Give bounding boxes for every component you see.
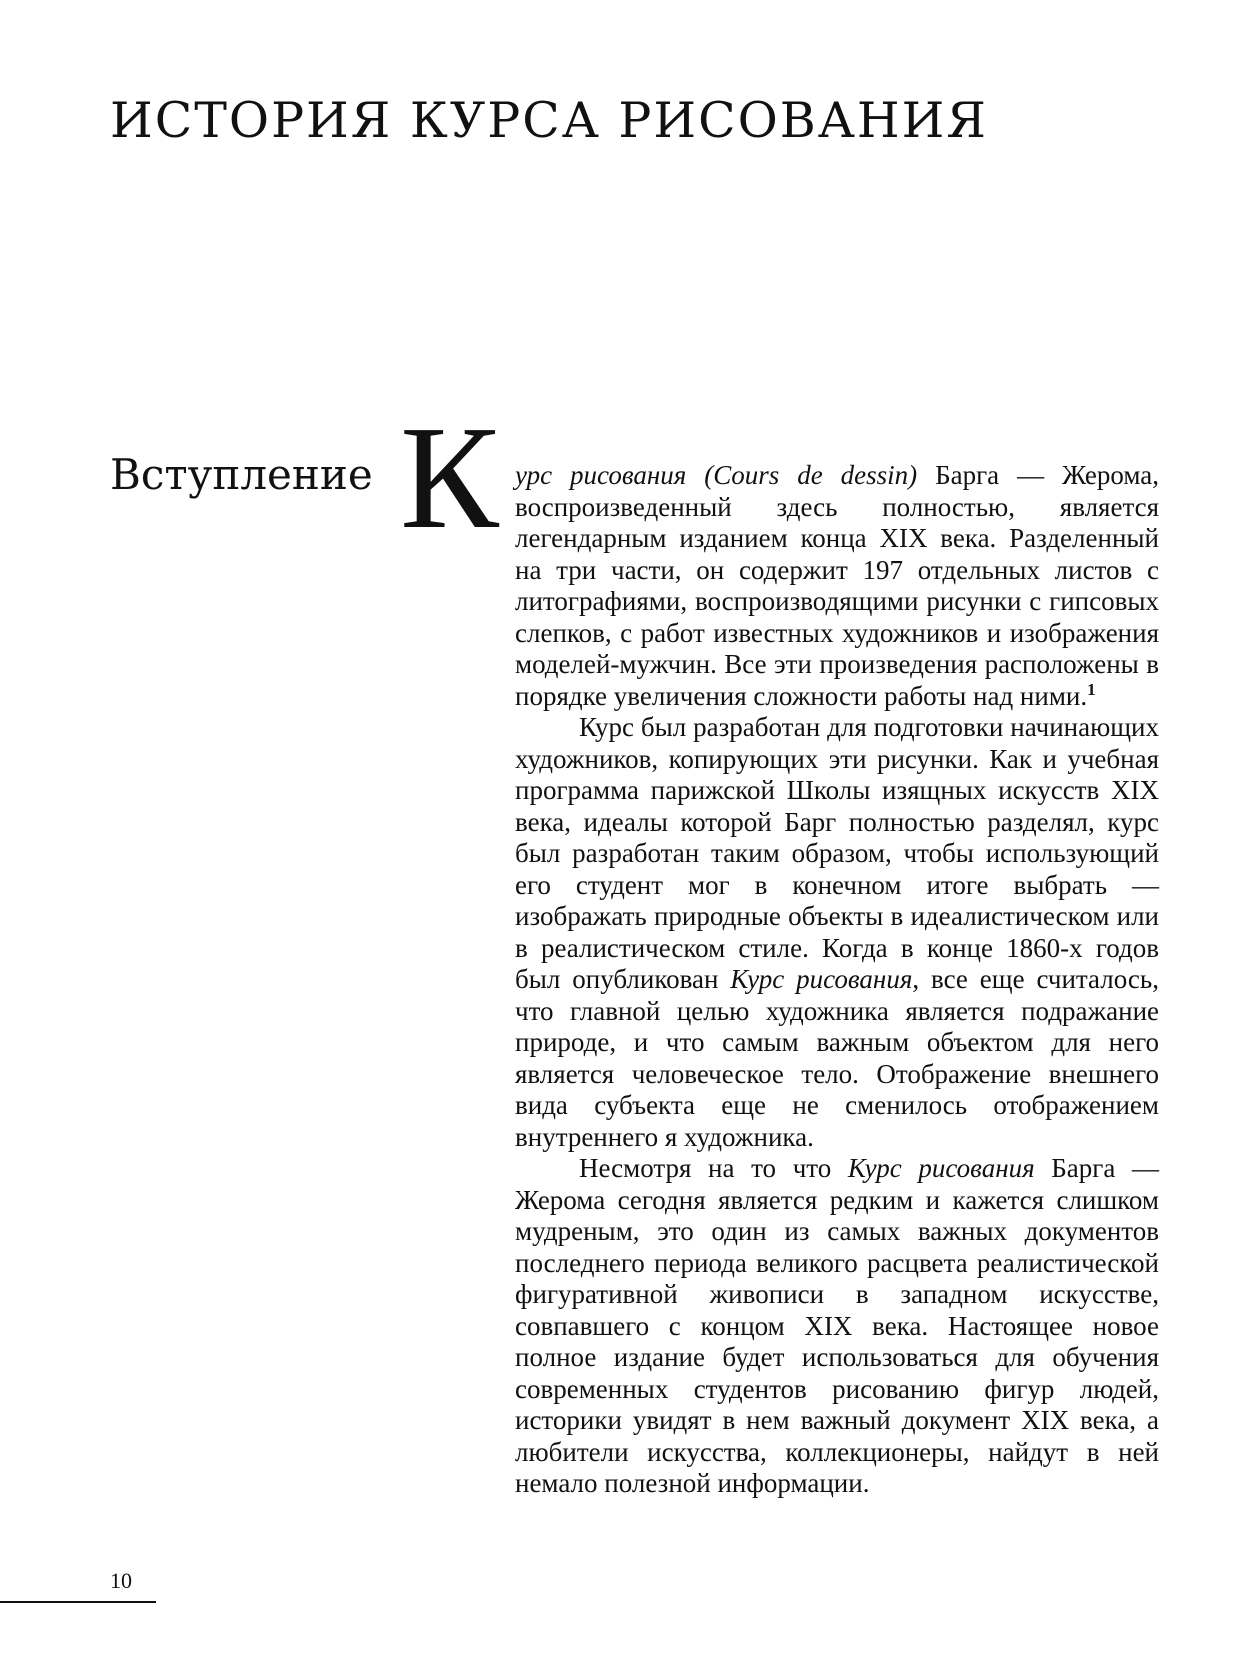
drop-cap: К [400, 396, 499, 560]
italic-lead: урс рисования (Cours de dessin) [515, 460, 918, 490]
paragraph-2-italic: Курс рисования [730, 964, 913, 994]
paragraph-1-text: Барга — Жерома, воспроизведенный здесь полностью, является легендарным изданием конца XIX века. Разделенный на три части, он содержит 197 отдельных листов с литографиями, воспроизводящими рисунки с гипсовых слепков, с работ известных художников и изображения моделей-мужчин. Все эти произведения расположены в порядке увеличения сложности работы над ними. [515, 460, 1159, 711]
page-title: ИСТОРИЯ КУРСА РИСОВАНИЯ [110, 92, 988, 149]
paragraph-1 [515, 460, 1159, 712]
page-number: 10 [110, 1568, 132, 1593]
paragraph-2-text-a: Курс был разработан для подготовки начинающих художников, копирующих эти рисунки. Как и учебная программа парижской Школы изящных искусств XIX века, идеалы которой Барг полностью разделял, курс был разработан таким образом, чтобы использующий его студент мог в конечном итоге выбрать — изображать природные объекты в идеалистическом или в реалистическом стиле. Когда в конце 1860-х годов был опубликован [515, 712, 1159, 994]
body-text [515, 460, 1159, 1500]
section-title: Вступление [110, 450, 373, 499]
footnote-marker: 1 [1087, 679, 1096, 699]
paragraph-2 [515, 712, 1159, 1153]
paragraph-2-text-b: , все еще считалось, что главной целью художника является подражание природе, и что самым важным объектом для него является человеческое тело. Отображение внешнего вида субъекта еще не сменилось отображением внутреннего я художника. [515, 964, 1159, 1152]
paragraph-3-italic: Курс рисования [847, 1153, 1035, 1183]
footer-rule [0, 1601, 156, 1603]
paragraph-3-text-a: Несмотря на то что [579, 1153, 848, 1183]
paragraph-3 [515, 1153, 1159, 1500]
paragraph-3-text-b: Барга — Жерома сегодня является редким и кажется слишком мудреным, это один из самых важных документов последнего периода великого расцвета реалистической фигуративной живописи в западном искусстве, совпавшего с концом XIX века. Настоящее новое полное издание будет использоваться для обучения современных студентов рисованию фигур людей, историки увидят в нем важный документ XIX века, а любители искусства, коллекционеры, найдут в ней немало полезной информации. [515, 1153, 1159, 1498]
